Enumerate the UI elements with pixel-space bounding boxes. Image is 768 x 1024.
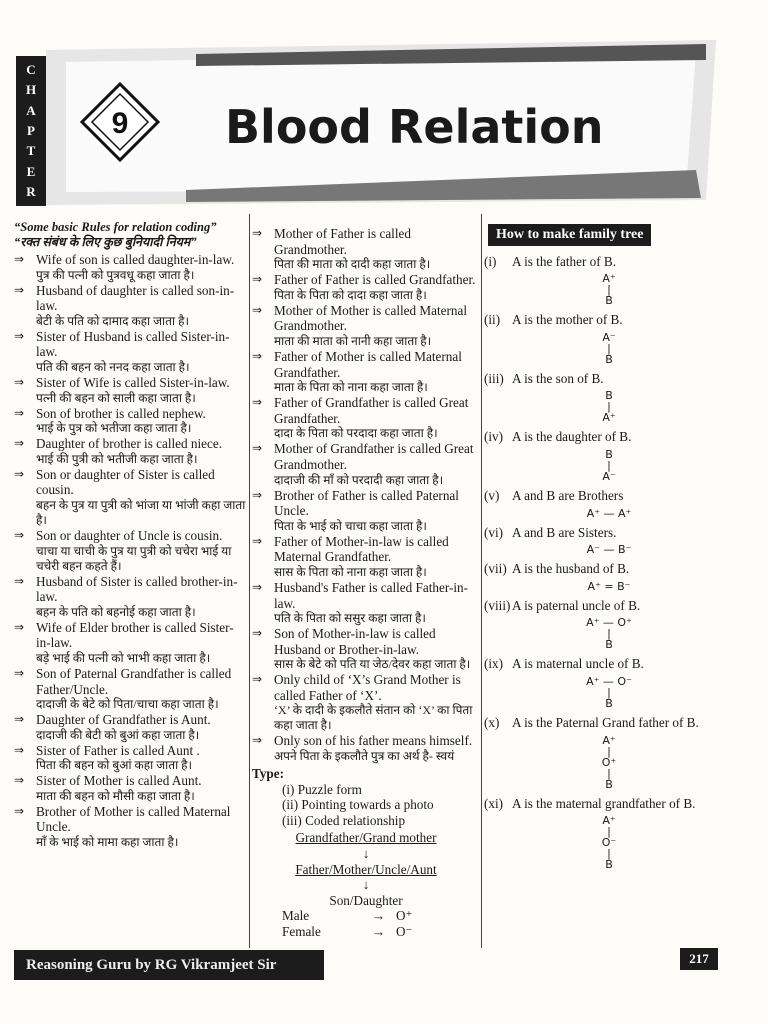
rule-text-hi: भाई के पुत्र को भतीजा कहा जाता है। bbox=[36, 421, 192, 436]
implies-arrow-icon: ⇒ bbox=[14, 328, 25, 343]
diagram-node: A⁻ — B⁻ bbox=[586, 543, 632, 557]
item-number: (iii) bbox=[484, 370, 504, 386]
type-item: (iii) Coded relationship bbox=[282, 812, 406, 828]
family-tree-statement bbox=[484, 598, 734, 614]
column-family-tree bbox=[484, 224, 734, 876]
implies-arrow-icon: ⇒ bbox=[14, 742, 25, 757]
rule-item bbox=[252, 349, 480, 395]
implies-arrow-icon: ⇒ bbox=[14, 803, 25, 818]
rule-item bbox=[14, 467, 246, 528]
diagram-node: B bbox=[605, 858, 613, 872]
relation-diagram bbox=[484, 581, 734, 592]
item-number: (vi) bbox=[484, 524, 504, 540]
rule-item bbox=[252, 626, 480, 672]
rule-text-en: Son of Mother-in-law is called Husband or Brother-in-law. bbox=[274, 626, 436, 657]
rule-item bbox=[14, 329, 246, 375]
rule-item bbox=[14, 574, 246, 620]
family-tree-item bbox=[484, 796, 734, 871]
family-tree-item bbox=[484, 254, 734, 307]
generation-chain bbox=[252, 830, 480, 908]
connector-line: | bbox=[607, 766, 611, 780]
diagram-node: A⁺ — O⁻ bbox=[586, 674, 632, 688]
item-text: A is paternal uncle of B. bbox=[512, 597, 641, 613]
relation-diagram bbox=[484, 332, 734, 365]
rules-heading-hi: “रक्त संबंध के लिए कुछ बुनियादी नियम” bbox=[14, 235, 197, 249]
rule-item bbox=[14, 528, 246, 574]
diagram-node: A⁺ — A⁺ bbox=[586, 506, 632, 520]
rule-item bbox=[14, 666, 246, 712]
type-list bbox=[252, 782, 480, 829]
right-arrow-icon: → bbox=[372, 908, 386, 924]
rule-text-en: Father of Mother-in-law is called Maternal Grandfather. bbox=[274, 533, 449, 565]
rule-item bbox=[252, 226, 480, 272]
item-text: A is the son of B. bbox=[512, 370, 604, 386]
rule-text-en: Father of Father is called Grandfather. bbox=[274, 272, 476, 288]
legend-label: Male bbox=[282, 908, 310, 924]
rule-text-en: Wife of son is called daughter-in-law. bbox=[36, 252, 235, 267]
rule-text-hi: अपने पिता के इकलौते पुत्र का अर्थ है- स्वयं bbox=[274, 749, 455, 764]
rule-text-hi: पत्नी की बहन को साली कहा जाता है। bbox=[36, 390, 196, 405]
rule-text-hi: पिता के भाई को चाचा कहा जाता है। bbox=[274, 518, 427, 533]
rule-text-hi: पति के पिता को ससुर कहा जाता है। bbox=[274, 611, 426, 626]
relation-diagram bbox=[484, 735, 734, 790]
item-text: A and B are Brothers bbox=[512, 487, 624, 503]
implies-arrow-icon: ⇒ bbox=[14, 527, 25, 542]
item-number: (vii) bbox=[484, 561, 507, 577]
family-tree-statement bbox=[484, 488, 734, 504]
diagram-node: A⁺ — O⁺ bbox=[586, 616, 632, 630]
connector-line: | bbox=[607, 847, 611, 861]
rule-text-en: Father of Mother is called Maternal Grandfather. bbox=[274, 348, 462, 380]
rule-text-en: Husband of Sister is called brother-in-law. bbox=[36, 573, 238, 605]
diagram-node: O⁻ bbox=[601, 836, 617, 850]
chapter-letter: T bbox=[26, 143, 36, 159]
rule-item bbox=[252, 580, 480, 626]
rule-item bbox=[252, 488, 480, 534]
family-tree-statement bbox=[484, 429, 734, 445]
family-tree-item bbox=[484, 715, 734, 790]
diagram-node: B bbox=[605, 777, 613, 791]
relation-diagram bbox=[484, 815, 734, 870]
gender-legend bbox=[252, 908, 480, 939]
rule-text-hi: सास के पिता को नाना कहा जाता है। bbox=[274, 564, 427, 579]
rule-text-hi: बड़े भाई की पत्नी को भाभी कहा जाता है। bbox=[36, 650, 211, 665]
rule-item bbox=[252, 395, 480, 441]
item-text: A is the husband of B. bbox=[512, 561, 630, 577]
relation-diagram bbox=[484, 390, 734, 423]
implies-arrow-icon: ⇒ bbox=[252, 441, 263, 456]
implies-arrow-icon: ⇒ bbox=[252, 272, 263, 287]
implies-arrow-icon: ⇒ bbox=[252, 672, 263, 687]
legend-symbol: O⁻ bbox=[396, 924, 413, 939]
connector-line: | bbox=[607, 744, 611, 758]
family-tree-statement bbox=[484, 656, 734, 672]
rule-text-en: Son or daughter of Sister is called cousin. bbox=[36, 466, 215, 498]
chapter-letter: H bbox=[25, 82, 37, 98]
implies-arrow-icon: ⇒ bbox=[14, 436, 25, 451]
page-number: 217 bbox=[680, 948, 718, 970]
rule-item bbox=[252, 534, 480, 580]
column-rules-2 bbox=[252, 226, 480, 940]
rule-item bbox=[14, 620, 246, 666]
chapter-vertical-label bbox=[16, 56, 46, 206]
rule-text-en: Brother of Father is called Paternal Uncle. bbox=[274, 487, 459, 519]
implies-arrow-icon: ⇒ bbox=[252, 226, 263, 240]
rule-item bbox=[14, 406, 246, 437]
diagram-node: B bbox=[605, 294, 613, 308]
connector-line: | bbox=[607, 825, 611, 839]
item-number: (ix) bbox=[484, 656, 504, 672]
rule-text-en: Only son of his father means himself. bbox=[274, 733, 473, 749]
rule-item bbox=[14, 283, 246, 329]
family-tree-statement bbox=[484, 312, 734, 328]
down-arrow-icon: ↓ bbox=[362, 877, 370, 893]
item-number: (viii) bbox=[484, 597, 511, 613]
rule-text-en: Mother of Father is called Grandmother. bbox=[274, 226, 411, 257]
diagram-node: B bbox=[605, 696, 613, 710]
diagram-node: O⁺ bbox=[601, 755, 617, 769]
rule-text-en: Father of Grandfather is called Great Grandfather. bbox=[274, 395, 469, 426]
right-arrow-icon: → bbox=[372, 924, 386, 939]
implies-arrow-icon: ⇒ bbox=[14, 466, 25, 481]
rule-text-hi: बहन के पति को बहनोई कहा जाता है। bbox=[36, 604, 196, 619]
family-tree-item bbox=[484, 598, 734, 651]
implies-arrow-icon: ⇒ bbox=[252, 579, 263, 594]
rule-text-en: Mother of Mother is called Maternal Grandmother. bbox=[274, 302, 467, 334]
rule-item bbox=[14, 773, 246, 804]
legend-symbol: O⁺ bbox=[396, 908, 413, 924]
connector-line: | bbox=[607, 341, 611, 355]
implies-arrow-icon: ⇒ bbox=[14, 282, 25, 297]
rule-text-hi: भाई की पुत्री को भतीजी कहा जाता है। bbox=[36, 451, 198, 466]
chapter-letter: E bbox=[26, 163, 36, 179]
rule-text-hi: माता के पिता को नाना कहा जाता है। bbox=[274, 380, 428, 395]
rule-text-hi: बहन के पुत्र या पुत्री को भांजा या भांजी कहा जाता है। bbox=[36, 497, 246, 527]
column-divider-1 bbox=[249, 214, 250, 948]
rule-text-en: Sister of Husband is called Sister-in-law. bbox=[36, 328, 230, 360]
diagram-node: B bbox=[605, 447, 613, 461]
rule-text-en: Son or daughter of Uncle is cousin. bbox=[36, 527, 223, 543]
diagram-node: A⁺ = B⁻ bbox=[587, 579, 631, 593]
item-text: A is the father of B. bbox=[512, 253, 617, 269]
family-tree-item bbox=[484, 371, 734, 424]
item-number: (ii) bbox=[484, 312, 501, 328]
column-rules-1 bbox=[14, 220, 246, 850]
family-tree-list bbox=[484, 254, 734, 871]
implies-arrow-icon: ⇒ bbox=[14, 374, 25, 389]
item-text: A is maternal uncle of B. bbox=[512, 656, 644, 672]
implies-arrow-icon: ⇒ bbox=[252, 626, 263, 641]
rule-item bbox=[14, 743, 246, 774]
diagram-node: A⁺ bbox=[602, 814, 616, 828]
family-tree-statement bbox=[484, 561, 734, 577]
rule-item bbox=[14, 252, 246, 283]
relation-diagram bbox=[484, 617, 734, 650]
relation-diagram bbox=[484, 544, 734, 555]
rule-text-en: Only child of ‘X’s Grand Mother is called Father of ‘X’. bbox=[274, 672, 461, 703]
connector-line: | bbox=[607, 458, 611, 472]
rule-text-hi: चाचा या चाची के पुत्र या पुत्री को चचेरा भाई या चचेरी बहन कहते हैं। bbox=[36, 543, 232, 573]
item-text: A is the maternal grandfather of B. bbox=[512, 795, 696, 811]
item-number: (iv) bbox=[484, 429, 504, 445]
legend-row bbox=[282, 908, 480, 924]
footer-banner: Reasoning Guru by RG Vikramjeet Sir bbox=[14, 950, 324, 980]
chapter-number-diamond bbox=[80, 82, 160, 162]
family-tree-item bbox=[484, 429, 734, 482]
rule-item bbox=[252, 733, 480, 764]
legend-label: Female bbox=[282, 924, 321, 939]
implies-arrow-icon: ⇒ bbox=[252, 302, 263, 317]
rule-item bbox=[14, 436, 246, 467]
implies-arrow-icon: ⇒ bbox=[14, 573, 25, 588]
implies-arrow-icon: ⇒ bbox=[252, 533, 263, 548]
implies-arrow-icon: ⇒ bbox=[252, 733, 263, 748]
implies-arrow-icon: ⇒ bbox=[14, 405, 25, 420]
item-text: A and B are Sisters. bbox=[512, 524, 617, 540]
type-item: (ii) Pointing towards a photo bbox=[282, 797, 434, 813]
column-divider-2 bbox=[481, 214, 482, 948]
diagram-node: B bbox=[605, 638, 613, 652]
rules-heading-en: “Some basic Rules for relation coding” bbox=[14, 220, 217, 234]
rule-item bbox=[252, 303, 480, 349]
family-tree-statement bbox=[484, 796, 734, 812]
rule-text-hi: दादाजी की माँ को परदादी कहा जाता है। bbox=[274, 472, 444, 487]
rule-item bbox=[14, 375, 246, 406]
rule-text-hi: बेटी के पति को दामाद कहा जाता है। bbox=[36, 313, 190, 328]
implies-arrow-icon: ⇒ bbox=[252, 395, 263, 410]
rule-text-en: Sister of Mother is called Aunt. bbox=[36, 773, 202, 789]
implies-arrow-icon: ⇒ bbox=[14, 773, 25, 788]
diagram-node: A⁺ bbox=[602, 272, 616, 286]
rule-text-hi: पिता के पिता को दादा कहा जाता है। bbox=[274, 287, 427, 302]
rule-text-en: Sister of Father is called Aunt . bbox=[36, 742, 200, 758]
family-tree-heading: How to make family tree bbox=[488, 224, 651, 246]
chapter-letter: A bbox=[26, 102, 36, 118]
item-number: (xi) bbox=[484, 795, 504, 811]
implies-arrow-icon: ⇒ bbox=[14, 619, 25, 634]
family-tree-statement bbox=[484, 371, 734, 387]
family-tree-item bbox=[484, 312, 734, 365]
family-tree-item bbox=[484, 656, 734, 709]
relation-diagram bbox=[484, 273, 734, 306]
rule-text-en: Son of Paternal Grandfather is called Father/Uncle. bbox=[36, 665, 232, 697]
item-text: A is the Paternal Grand father of B. bbox=[512, 714, 699, 730]
rule-text-hi: माता की बहन को मौसी कहा जाता है। bbox=[36, 788, 195, 803]
type-item: (i) Puzzle form bbox=[282, 781, 362, 797]
diagram-node: A⁺ bbox=[602, 733, 616, 747]
relation-diagram bbox=[484, 676, 734, 709]
rule-text-hi: दादाजी की बेटी को बुआं कहा जाता है। bbox=[36, 727, 200, 742]
type-heading: Type: bbox=[252, 766, 284, 782]
rule-text-en: Daughter of brother is called niece. bbox=[36, 436, 223, 452]
relation-diagram bbox=[484, 508, 734, 519]
diagram-node: B bbox=[605, 352, 613, 366]
rule-text-en: Wife of Elder brother is called Sister-in-law. bbox=[36, 619, 234, 651]
chapter-letter: C bbox=[26, 62, 36, 78]
item-text: A is the daughter of B. bbox=[512, 429, 632, 445]
implies-arrow-icon: ⇒ bbox=[252, 348, 263, 363]
rule-item bbox=[252, 672, 480, 733]
rule-text-hi: पिता की माता को दादी कहा जाता है। bbox=[274, 257, 431, 272]
down-arrow-icon: ↓ bbox=[362, 846, 370, 862]
chapter-number: 9 bbox=[111, 107, 129, 140]
connector-line: | bbox=[607, 283, 611, 297]
rule-text-hi: सास के बेटे को पति या जेठ/देवर कहा जाता है। bbox=[274, 657, 471, 672]
implies-arrow-icon: ⇒ bbox=[14, 252, 25, 266]
rule-text-en: Son of brother is called nephew. bbox=[36, 405, 206, 421]
connector-line: | bbox=[607, 627, 611, 641]
legend-row bbox=[282, 924, 480, 940]
rule-text-hi: दादा के पिता को परदादा कहा जाता है। bbox=[274, 426, 438, 441]
family-tree-statement bbox=[484, 525, 734, 541]
family-tree-item bbox=[484, 525, 734, 556]
connector-line: | bbox=[607, 400, 611, 414]
item-text: A is the mother of B. bbox=[512, 312, 623, 328]
rule-item bbox=[252, 272, 480, 303]
item-number: (x) bbox=[484, 714, 500, 730]
rule-text-hi: पति की बहन को ननद कहा जाता है। bbox=[36, 359, 190, 374]
rules-list-2 bbox=[252, 226, 480, 764]
rule-item bbox=[252, 441, 480, 487]
rule-text-en: Husband of daughter is called son-in-law. bbox=[36, 282, 235, 314]
family-tree-item bbox=[484, 488, 734, 519]
diagram-node: A⁻ bbox=[602, 469, 616, 483]
rule-item bbox=[14, 712, 246, 743]
family-tree-item bbox=[484, 561, 734, 592]
rule-text-hi: माँ के भाई को मामा कहा जाता है। bbox=[36, 835, 179, 850]
rule-item bbox=[14, 804, 246, 850]
chapter-title: Blood Relation bbox=[225, 100, 604, 154]
relation-diagram bbox=[484, 449, 734, 482]
rule-text-hi: पिता की बहन को बुआं कहा जाता है। bbox=[36, 758, 193, 773]
rule-text-hi: ‘X’ के दादी के इकलौते संतान को ‘X’ का पिता कहा जाता है। bbox=[274, 703, 473, 733]
chapter-letter: P bbox=[27, 122, 35, 138]
rule-text-en: Sister of Wife is called Sister-in-law. bbox=[36, 374, 230, 390]
implies-arrow-icon: ⇒ bbox=[252, 487, 263, 502]
rule-text-en: Brother of Mother is called Maternal Uncle. bbox=[36, 803, 231, 835]
rule-text-hi: माता की माता को नानी कहा जाता है। bbox=[274, 333, 432, 348]
generation-label: Grandfather/Grand mother bbox=[295, 830, 437, 846]
rule-text-en: Daughter of Grandfather is Aunt. bbox=[36, 712, 211, 728]
rule-text-en: Husband's Father is called Father-in-law. bbox=[274, 579, 469, 611]
family-tree-statement bbox=[484, 254, 734, 270]
generation-label: Son/Daughter bbox=[329, 892, 403, 908]
item-number: (i) bbox=[484, 253, 497, 269]
diagram-node: A⁻ bbox=[602, 330, 616, 344]
implies-arrow-icon: ⇒ bbox=[14, 712, 25, 727]
connector-line: | bbox=[607, 685, 611, 699]
implies-arrow-icon: ⇒ bbox=[14, 665, 25, 680]
diagram-node: B bbox=[605, 389, 613, 403]
rule-text-hi: पुत्र की पत्नी को पुत्रवधू कहा जाता है। bbox=[36, 267, 195, 282]
rule-text-hi: दादाजी के बेटे को पिता/चाचा कहा जाता है। bbox=[36, 697, 219, 712]
chapter-letter: R bbox=[26, 183, 36, 199]
generation-label: Father/Mother/Uncle/Aunt bbox=[295, 861, 437, 877]
rules-list-1 bbox=[14, 252, 246, 850]
diagram-node: A⁺ bbox=[602, 411, 616, 425]
rule-text-en: Mother of Grandfather is called Great Grandmother. bbox=[274, 441, 474, 472]
family-tree-statement bbox=[484, 715, 734, 731]
item-number: (v) bbox=[484, 487, 500, 503]
